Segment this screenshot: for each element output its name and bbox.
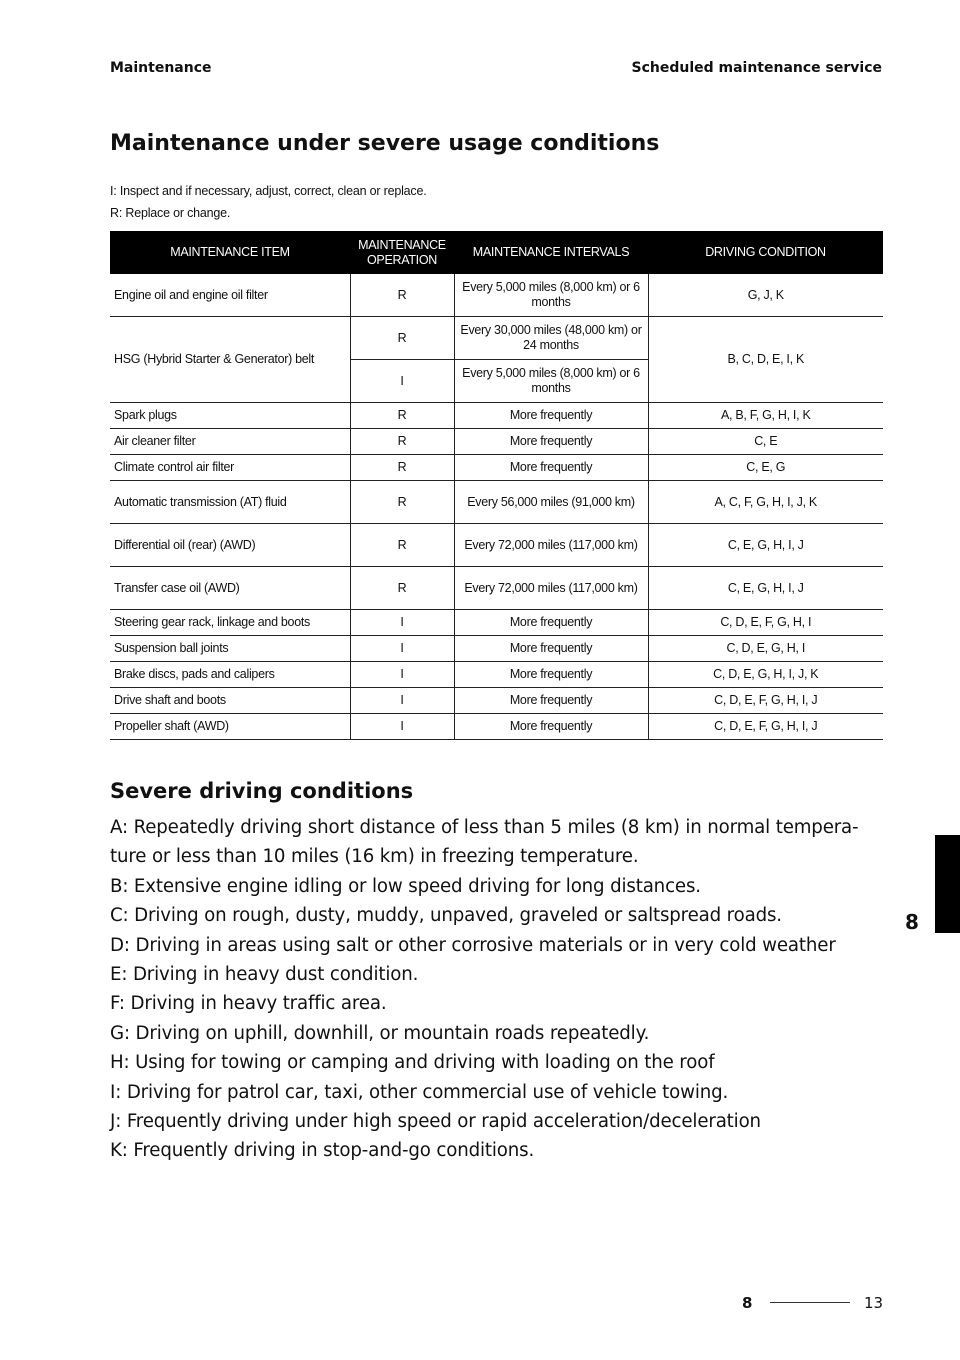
cell-item: Spark plugs	[110, 403, 350, 429]
cell-interval: More frequently	[454, 610, 648, 636]
cell-cond: C, E, G, H, I, J	[648, 567, 883, 610]
header-condition: DRIVING CONDITION	[648, 231, 883, 274]
condition-line: H: Using for towing or camping and driving with loading on the roof	[110, 1052, 715, 1074]
cell-op: R	[350, 524, 454, 567]
table-row	[110, 688, 883, 714]
cell-item: Engine oil and engine oil filter	[110, 274, 350, 317]
cell-cond: C, D, E, G, H, I	[648, 636, 883, 662]
condition-line: K: Frequently driving in stop-and-go conditions.	[110, 1140, 535, 1162]
cell-op: R	[350, 403, 454, 429]
cell-op: I	[350, 688, 454, 714]
table-row	[110, 429, 883, 455]
table-row	[110, 662, 883, 688]
cell-op: R	[350, 317, 454, 360]
cell-interval: More frequently	[454, 429, 648, 455]
table-row	[110, 455, 883, 481]
table-header-row	[110, 231, 883, 274]
table-row	[110, 524, 883, 567]
cell-cond: A, C, F, G, H, I, J, K	[648, 481, 883, 524]
cell-op: I	[350, 360, 454, 403]
cell-cond: C, D, E, G, H, I, J, K	[648, 662, 883, 688]
cell-interval: Every 5,000 miles (8,000 km) or 6 months	[454, 360, 648, 403]
cell-op: R	[350, 274, 454, 317]
severe-conditions-title: Severe driving conditions	[110, 779, 414, 803]
header-item: MAINTENANCE ITEM	[110, 231, 350, 274]
cell-cond: C, D, E, F, G, H, I	[648, 610, 883, 636]
cell-interval: Every 5,000 miles (8,000 km) or 6 months	[454, 274, 648, 317]
cell-item: Air cleaner filter	[110, 429, 350, 455]
cell-item: Suspension ball joints	[110, 636, 350, 662]
condition-line: E: Driving in heavy dust condition.	[110, 964, 419, 986]
cell-op: I	[350, 714, 454, 740]
cell-interval: More frequently	[454, 403, 648, 429]
cell-interval: More frequently	[454, 688, 648, 714]
cell-cond: C, E, G, H, I, J	[648, 524, 883, 567]
cell-item: Climate control air filter	[110, 455, 350, 481]
cell-op: R	[350, 455, 454, 481]
table-row	[110, 714, 883, 740]
cell-interval: Every 56,000 miles (91,000 km)	[454, 481, 648, 524]
header-topic: Scheduled maintenance service	[631, 60, 882, 76]
header-intervals: MAINTENANCE INTERVALS	[454, 231, 648, 274]
condition-line: I: Driving for patrol car, taxi, other commercial use of vehicle towing.	[110, 1081, 729, 1103]
cell-item: Brake discs, pads and calipers	[110, 662, 350, 688]
cell-item: Drive shaft and boots	[110, 688, 350, 714]
footer-page-number: 13	[864, 1294, 884, 1312]
table-row	[110, 610, 883, 636]
legend-inspect: I: Inspect and if necessary, adjust, correct, clean or replace.	[110, 184, 427, 198]
cell-cond: G, J, K	[648, 274, 883, 317]
condition-line: J: Frequently driving under high speed or rapid acceleration/deceleration	[110, 1111, 761, 1133]
cell-op: I	[350, 610, 454, 636]
condition-line: B: Extensive engine idling or low speed driving for long distances.	[110, 875, 701, 897]
condition-line: D: Driving in areas using salt or other corrosive materials or in very cold weather	[110, 934, 836, 956]
legend	[110, 180, 427, 224]
header-operation: MAINTENANCE OPERATION	[350, 231, 454, 274]
cell-interval: More frequently	[454, 714, 648, 740]
legend-replace: R: Replace or change.	[110, 206, 231, 220]
cell-cond: B, C, D, E, I, K	[648, 317, 883, 403]
cell-op: R	[350, 429, 454, 455]
cell-interval: More frequently	[454, 636, 648, 662]
cell-interval: More frequently	[454, 455, 648, 481]
cell-cond: C, D, E, F, G, H, I, J	[648, 714, 883, 740]
table-row	[110, 317, 883, 360]
cell-interval: Every 30,000 miles (48,000 km) or 24 months	[454, 317, 648, 360]
condition-line: ture or less than 10 miles (16 km) in freezing temperature.	[110, 846, 639, 868]
cell-item: Automatic transmission (AT) fluid	[110, 481, 350, 524]
cell-item: HSG (Hybrid Starter & Generator) belt	[110, 317, 350, 403]
table-row	[110, 636, 883, 662]
condition-line: F: Driving in heavy traffic area.	[110, 993, 387, 1015]
table-row	[110, 274, 883, 317]
cell-interval: Every 72,000 miles (117,000 km)	[454, 524, 648, 567]
cell-cond: A, B, F, G, H, I, K	[648, 403, 883, 429]
table-row	[110, 567, 883, 610]
cell-cond: C, E, G	[648, 455, 883, 481]
cell-op: R	[350, 481, 454, 524]
footer-chapter: 8	[742, 1294, 753, 1312]
cell-item: Differential oil (rear) (AWD)	[110, 524, 350, 567]
cell-item: Steering gear rack, linkage and boots	[110, 610, 350, 636]
chapter-side-tab	[935, 835, 960, 933]
cell-op: R	[350, 567, 454, 610]
cell-op: I	[350, 636, 454, 662]
chapter-side-number: 8	[905, 910, 919, 934]
page-title: Maintenance under severe usage conditions	[110, 131, 660, 156]
footer-divider	[770, 1302, 850, 1303]
condition-line: A: Repeatedly driving short distance of less than 5 miles (8 km) in normal tempera-	[110, 817, 859, 838]
severe-conditions-list	[110, 813, 890, 1166]
cell-op: I	[350, 662, 454, 688]
cell-item: Transfer case oil (AWD)	[110, 567, 350, 610]
header-section: Maintenance	[110, 60, 212, 76]
condition-line: G: Driving on uphill, downhill, or mountain roads repeatedly.	[110, 1022, 650, 1044]
table-row	[110, 481, 883, 524]
table-row	[110, 403, 883, 429]
cell-interval: More frequently	[454, 662, 648, 688]
maintenance-table	[110, 231, 883, 740]
cell-cond: C, E	[648, 429, 883, 455]
cell-cond: C, D, E, F, G, H, I, J	[648, 688, 883, 714]
condition-line: C: Driving on rough, dusty, muddy, unpaved, graveled or saltspread roads.	[110, 905, 782, 927]
cell-item: Propeller shaft (AWD)	[110, 714, 350, 740]
cell-interval: Every 72,000 miles (117,000 km)	[454, 567, 648, 610]
